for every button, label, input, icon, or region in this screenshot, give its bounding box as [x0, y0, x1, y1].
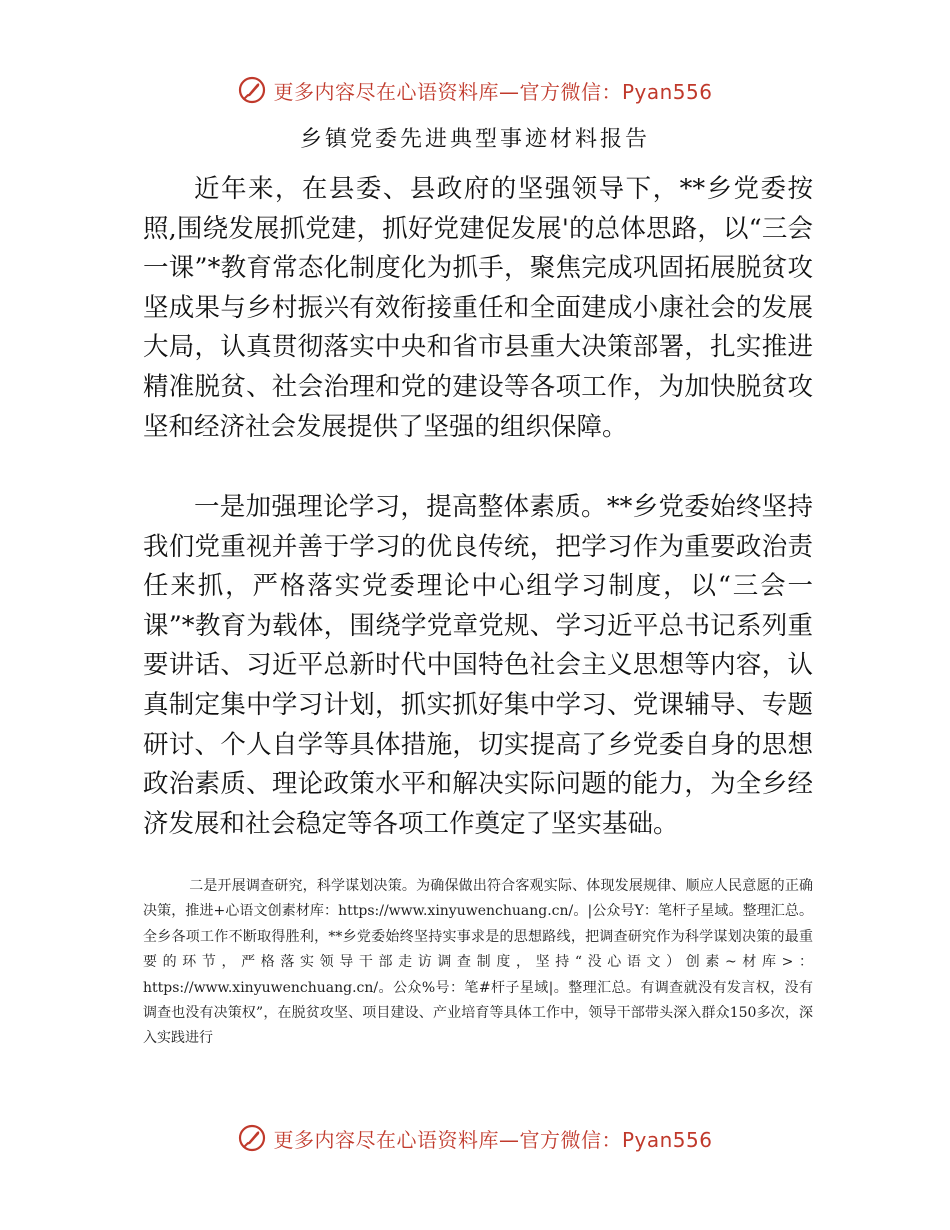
watermark-banner-top	[0, 68, 950, 112]
paragraph-theory-study: 一是加强理论学习，提高整体素质。**乡党委始终坚持我们党重视并善于学习的优良传统，把学习作为重要政治责任来抓，严格落实党委理论中心组学习制度，以“三会一课”*教育为载体，围绕学党章党规、学习近平总书记系列重要讲话、习近平总新时代中国特色社会主义思想等内容，认真制定集中学习计划，抓实抓好集中学习、党课辅导、专题研讨、个人自学等具体措施，切实提高了乡党委自身的思想政治素质、理论政策水平和解决实际问题的能力，为全乡经济发展和社会稳定等各项工作奠定了坚实基础。	[143, 492, 813, 839]
banner-text: 更多内容尽在心语资料库—官方微信：Pyan556	[273, 79, 713, 104]
paragraph-investigation: 二是开展调查研究，科学谋划决策。为确保做出符合客观实际、体现发展规律、顺应人民意愿的正确决策，推进+心语文创素材库：https://www.xinyuwenchuang.cn/。|公众号Y：笔杆子星域。整理汇总。全乡各项工作不断取得胜利，**乡党委始终坚持实事求是的思想路线，把调查研究作为科学谋划决策的最重要的环节，严格落实领导干部走访调查制度，坚持“没心语文）创素~材库>：https://www.xinyuwenchuang.cn/。公众%号：笔#杆子星域|。整理汇总。有调查就没有发言权，没有调查也没有决策权”，在脱贫攻坚、项目建设、产业培育等具体工作中，领导干部带头深入群众150多次，深入实践进行	[143, 878, 813, 1047]
banner-text: 更多内容尽在心语资料库—官方微信：Pyan556	[273, 1127, 713, 1152]
paragraph-intro: 近年来，在县委、县政府的坚强领导下，**乡党委按照,围绕发展抓党建，抓好党建促发展'的总体思路，以“三会一课”*教育常态化制度化为抓手，聚焦完成巩固拓展脱贫攻坚成果与乡村振兴有效衔接重任和全面建成小康社会的发展大局，认真贯彻落实中央和省市县重大决策部署，扎实推进精准脱贫、社会治理和党的建设等各项工作，为加快脱贫攻坚和经济社会发展提供了坚强的组织保障。	[143, 174, 813, 442]
feather-pen-logo-icon	[237, 1123, 267, 1153]
document-title: 乡镇党委先进典型事迹材料报告	[299, 127, 650, 152]
watermark-banner-bottom	[0, 1116, 950, 1160]
feather-pen-logo-icon	[237, 75, 267, 105]
